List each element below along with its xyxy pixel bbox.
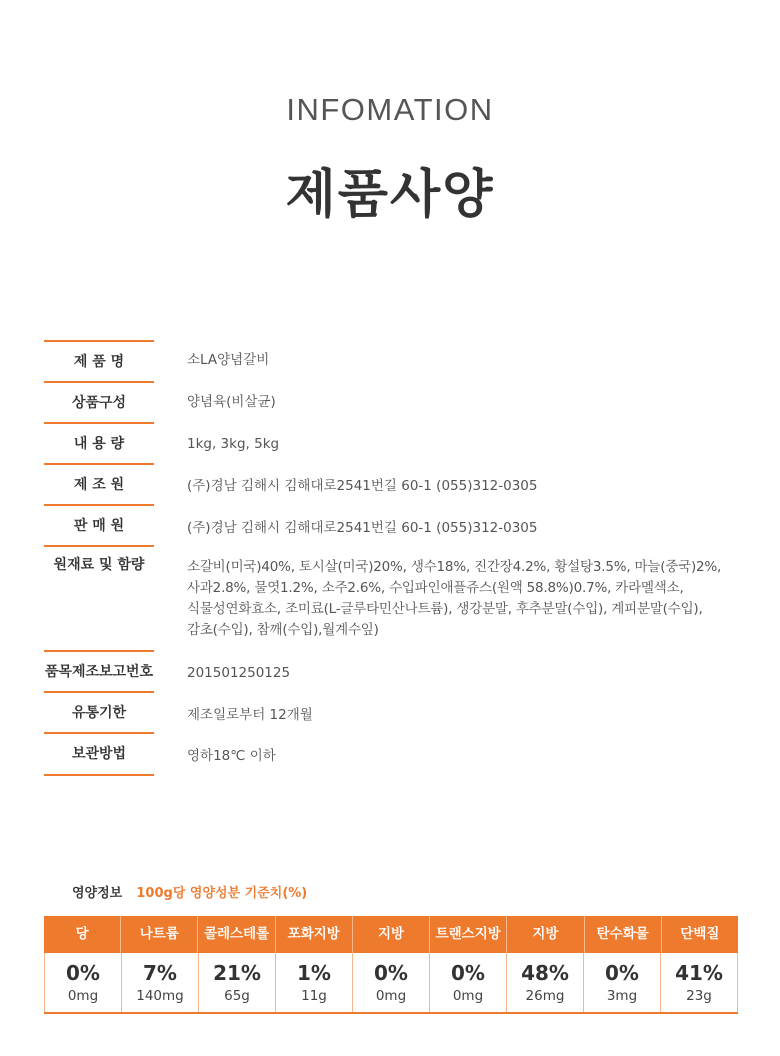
ingredients-line: 사과2.8%, 물엿1.2%, 소주2.6%, 수입파인애플쥬스(원액 58.8%)0.7%, 카라멜색소,: [187, 580, 684, 596]
spec-value-manufacturer: (주)경남 김해시 김해대로2541번길 60-1 (055)312-0305: [187, 478, 538, 494]
nutrition-header-cell: 포화지방: [276, 916, 353, 953]
spec-value-product-name: 소LA양념갈비: [187, 352, 270, 368]
spec-value-seller: (주)경남 김해시 김해대로2541번길 60-1 (055)312-0305: [187, 520, 538, 536]
nutrition-percent: 41%: [675, 961, 723, 985]
nutrition-percent: 7%: [143, 961, 177, 985]
nutrition-heading: [72, 882, 307, 901]
nutrition-amount: 0mg: [67, 988, 99, 1004]
spec-value-ingredients: [187, 557, 747, 641]
section-eyebrow: INFOMATION: [286, 92, 494, 127]
nutrition-value-cell: [276, 953, 353, 1012]
nutrition-value-cell: [507, 953, 584, 1012]
nutrition-value-cell: [584, 953, 661, 1012]
nutrition-percent: 0%: [374, 961, 408, 985]
nutrition-table: [44, 916, 738, 1014]
ingredients-line: 소갈비(미국)40%, 토시살(미국)20%, 생수18%, 진간장4.2%, 황설탕3.5%, 마늘(중국)2%,: [187, 559, 722, 575]
nutrition-header-cell: 트랜스지방: [430, 916, 507, 953]
nutrition-subtitle: 100g당 영양성분 기준치(%): [136, 886, 308, 901]
spec-label-product-name: 제 품 명: [44, 340, 154, 382]
nutrition-percent: 21%: [213, 961, 261, 985]
nutrition-value-cell: [430, 953, 507, 1012]
nutrition-amount: 11g: [301, 988, 327, 1004]
nutrition-percent: 0%: [66, 961, 100, 985]
nutrition-percent: 0%: [605, 961, 639, 985]
spec-label-shelf-life: 유통기한: [44, 691, 154, 733]
nutrition-header-cell: 탄수화물: [585, 916, 662, 953]
spec-value-storage: 영하18℃ 이하: [187, 748, 276, 764]
nutrition-header-cell: 지방: [353, 916, 430, 953]
nutrition-percent: 48%: [521, 961, 569, 985]
nutrition-header-cell: 지방: [507, 916, 584, 953]
spec-label-volume: 내 용 량: [44, 422, 154, 464]
nutrition-value-cell: [661, 953, 738, 1012]
spec-value-composition: 양념육(비살균): [187, 394, 276, 410]
nutrition-header-cell: 당: [44, 916, 121, 953]
nutrition-value-cell: [122, 953, 199, 1012]
ingredients-line: 식물성연화효소, 조미료(L-글루타민산나트륨), 생강분말, 후추분말(수입), 계피분말(수입),: [187, 601, 703, 617]
spec-value-report-no: 201501250125: [187, 665, 291, 681]
page-title: 제품사양: [285, 165, 495, 225]
nutrition-amount: 65g: [224, 988, 250, 1004]
nutrition-header-cell: 나트륨: [121, 916, 198, 953]
nutrition-value-cell: [44, 953, 122, 1012]
nutrition-header-cell: 콜레스테롤: [198, 916, 275, 953]
nutrition-amount: 3mg: [606, 988, 638, 1004]
nutrition-amount: 26mg: [525, 988, 565, 1004]
spec-value-volume: 1kg, 3kg, 5kg: [187, 436, 280, 452]
nutrition-value-row: [44, 953, 738, 1012]
spec-label-manufacturer: 제 조 원: [44, 463, 154, 505]
nutrition-value-cell: [199, 953, 276, 1012]
nutrition-percent: 1%: [297, 961, 331, 985]
spec-label-storage: 보관방법: [44, 732, 154, 776]
nutrition-header-cell: 단백질: [680, 926, 720, 942]
nutrition-header-row: [44, 916, 738, 953]
spec-value-shelf-life: 제조일로부터 12개월: [187, 707, 313, 723]
spec-label-composition: 상품구성: [44, 381, 154, 423]
nutrition-title: 영양정보: [72, 886, 123, 901]
spec-label-report-no: 품목제조보고번호: [44, 650, 154, 692]
nutrition-amount: 0mg: [375, 988, 407, 1004]
spec-label-ingredients: 원재료 및 함량: [44, 545, 154, 651]
nutrition-amount: 140mg: [136, 988, 184, 1004]
spec-label-seller: 판 매 원: [44, 504, 154, 546]
nutrition-value-cell: [353, 953, 430, 1012]
ingredients-line: 감초(수입), 참깨(수입),월계수잎): [187, 622, 379, 638]
nutrition-amount: 23g: [686, 988, 712, 1004]
nutrition-percent: 0%: [451, 961, 485, 985]
nutrition-amount: 0mg: [452, 988, 484, 1004]
